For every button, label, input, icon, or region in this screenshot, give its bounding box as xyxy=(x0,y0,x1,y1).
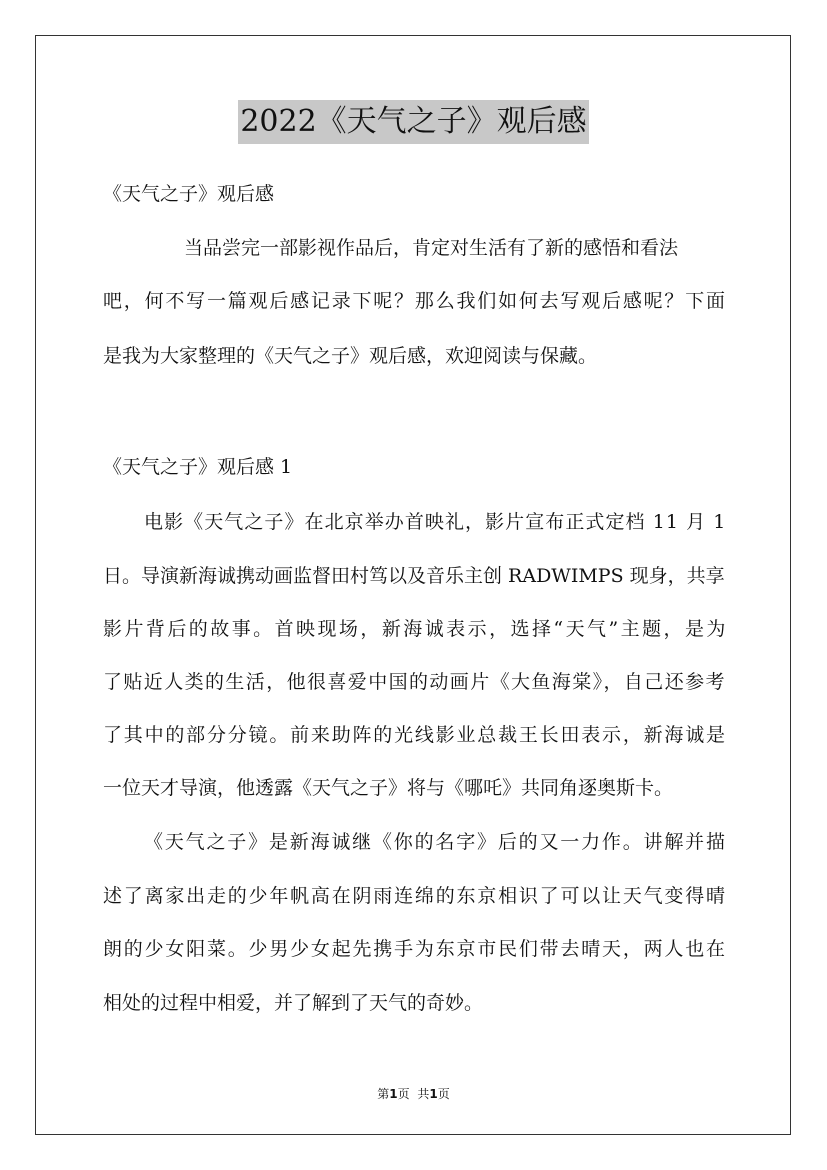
page-footer xyxy=(0,1085,827,1102)
page-number: 1 xyxy=(389,1087,398,1101)
para1-line-1: 电影《天气之子》在北京举办首映礼，影片宣布正式定档 11 月 1 xyxy=(144,511,727,533)
total-prefix: 共 xyxy=(417,1087,430,1101)
para1-line-5: 了其中的部分分镜。前来助阵的光线影业总裁王长田表示，新海诚是 xyxy=(103,724,727,746)
para2-line-4: 相处的过程中相爱，并了解到了天气的奇妙。 xyxy=(103,992,484,1014)
para2-line-1: 《天气之子》是新海诚继《你的名字》后的又一力作。讲解并描 xyxy=(144,831,727,853)
page-prefix: 第 xyxy=(377,1087,390,1101)
intro-line-3: 是我为大家整理的《天气之子》观后感，欢迎阅读与保藏。 xyxy=(103,345,598,367)
para1-line-2: 日。导演新海诚携动画监督田村笃以及音乐主创 RADWIMPS 现身，共享 xyxy=(103,565,725,587)
intro-line-2: 吧，何不写一篇观后感记录下呢？那么我们如何去写观后感呢？下面 xyxy=(103,290,727,312)
section-heading: 《天气之子》观后感 1 xyxy=(103,456,293,478)
total-suffix: 页 xyxy=(437,1087,450,1101)
document-title: 2022《天气之子》观后感 xyxy=(238,100,588,144)
para2-line-2: 述了离家出走的少年帆高在阴雨连绵的东京相识了可以让天气变得晴 xyxy=(103,885,727,907)
para1-line-4: 了贴近人类的生活，他很喜爱中国的动画片《大鱼海棠》，自己还参考 xyxy=(103,671,726,693)
para1-line-6: 一位天才导演，他透露《天气之子》将与《哪吒》共同角逐奥斯卡。 xyxy=(103,777,674,799)
title-container xyxy=(0,100,827,144)
subtitle: 《天气之子》观后感 xyxy=(103,183,275,205)
intro-line-1 xyxy=(184,236,725,260)
page-suffix: 页 xyxy=(397,1087,410,1101)
para1-line-3: 影片背后的故事。首映现场，新海诚表示，选择“天气”主题，是为 xyxy=(103,618,728,640)
total-pages: 1 xyxy=(429,1087,438,1101)
para2-line-3: 朗的少女阳菜。少男少女起先携手为东京市民们带去晴天，两人也在 xyxy=(103,938,727,960)
intro-line-1-text: 当品尝完一部影视作品后，肯定对生活有了新的感悟和看法 xyxy=(184,237,679,259)
